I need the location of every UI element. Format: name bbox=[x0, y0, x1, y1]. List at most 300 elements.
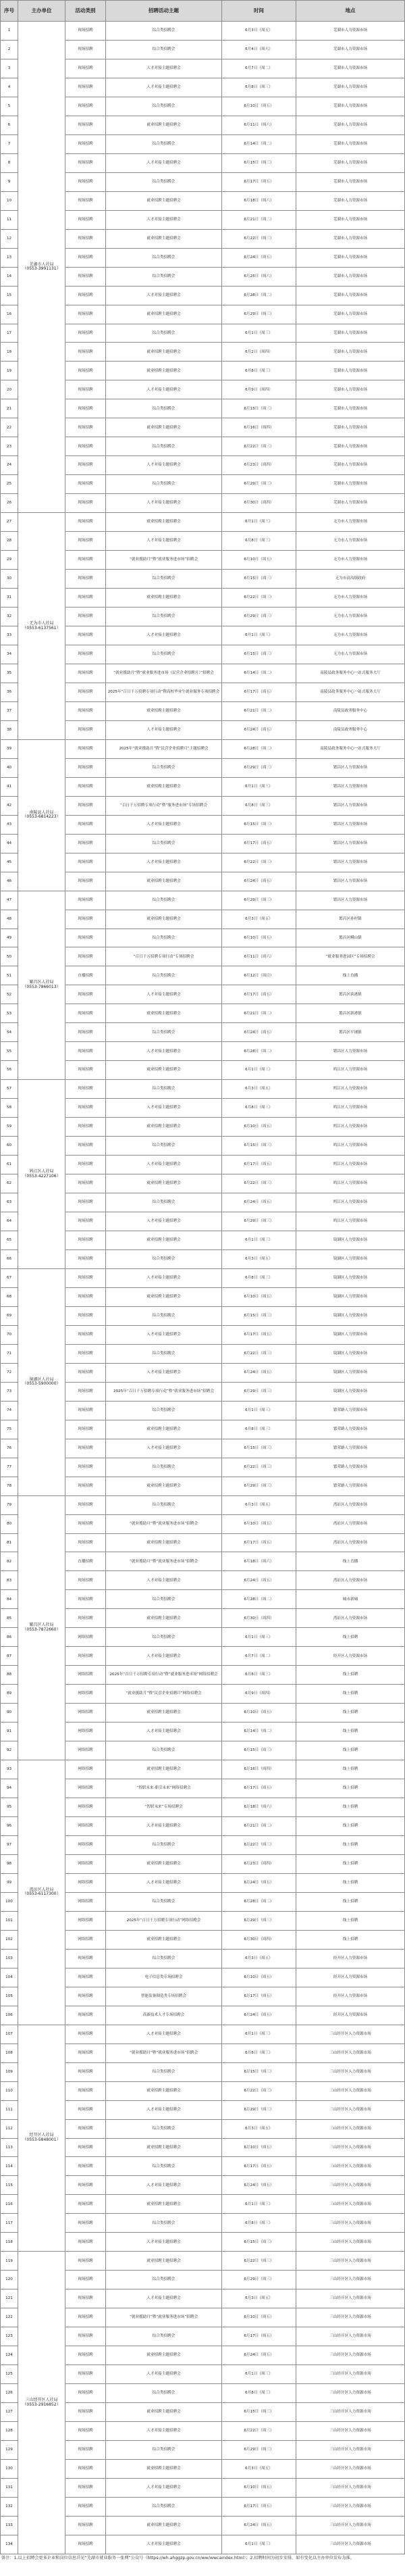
header-row bbox=[1, 1, 405, 22]
cell-category: 现场招聘 bbox=[65, 1533, 106, 1552]
cell-time: 6月29日（周三） bbox=[222, 608, 296, 626]
cell-theme: 高新技术人才专场招聘会 bbox=[106, 2006, 222, 2025]
cell-time: 6月15日（周三） bbox=[222, 570, 296, 589]
cell-location: 芜湖市人力资源市场 bbox=[296, 286, 405, 305]
organizer-phone: （0553-4227106） bbox=[22, 1173, 61, 1179]
cell-index: 68 bbox=[1, 1287, 18, 1306]
cell-location: 芜湖市人力资源市场 bbox=[296, 362, 405, 380]
cell-category: 现场招聘 bbox=[65, 362, 106, 380]
cell-location: 湾沚区人力资源市场 bbox=[296, 1609, 405, 1628]
cell-category: 现场招聘 bbox=[65, 1080, 106, 1099]
cell-theme: 电子信息类专场招聘会 bbox=[106, 1968, 222, 1987]
cell-index: 96 bbox=[1, 1817, 18, 1836]
cell-index: 61 bbox=[1, 1156, 18, 1174]
cell-index: 38 bbox=[1, 720, 18, 739]
cell-location: 南陵县政务服务中心一站式服务大厅 bbox=[296, 664, 405, 683]
cell-location: 线上招聘 bbox=[296, 1704, 405, 1723]
cell-index: 79 bbox=[1, 1495, 18, 1514]
cell-location: 三山经开区人力资源市场 bbox=[296, 2195, 405, 2214]
cell-theme: 综合类招聘会 bbox=[106, 2327, 222, 2346]
cell-location: 芜湖市人力资源市场 bbox=[296, 343, 405, 362]
cell-organizer bbox=[18, 1495, 65, 1760]
cell-time: 6月29日（周三） bbox=[222, 1382, 296, 1401]
cell-category: 现场招聘 bbox=[65, 1439, 106, 1458]
cell-time: 6月1日（周三） bbox=[222, 1401, 296, 1420]
cell-index: 77 bbox=[1, 1458, 18, 1477]
cell-time: 6月28日（周二） bbox=[222, 1042, 296, 1061]
cell-index: 126 bbox=[1, 2384, 18, 2403]
cell-theme: 综合类招聘会 bbox=[106, 645, 222, 664]
cell-time: 6月8日（周三） bbox=[222, 362, 296, 380]
cell-index: 47 bbox=[1, 891, 18, 910]
cell-category: 网络招聘 bbox=[65, 1911, 106, 1930]
cell-index: 92 bbox=[1, 1741, 18, 1760]
cell-category: 现场招聘 bbox=[65, 286, 106, 305]
cell-location: 无为市人力资源市场 bbox=[296, 608, 405, 626]
cell-time: 6月9日（周四） bbox=[222, 380, 296, 399]
cell-location: 三山经开区人力资源市场 bbox=[296, 2233, 405, 2252]
cell-location: 线上招聘 bbox=[296, 1723, 405, 1741]
cell-time: 6月3日（周五） bbox=[222, 1949, 296, 1968]
cell-time: 6月16日（周四） bbox=[222, 1760, 296, 1779]
cell-time: 6月21日（周二） bbox=[222, 701, 296, 720]
cell-location: 繁昌区人力资源市场 bbox=[296, 834, 405, 853]
cell-category: 现场招聘 bbox=[65, 1647, 106, 1666]
cell-time: 6月8日（周三） bbox=[222, 78, 296, 97]
cell-category: 现场招聘 bbox=[65, 589, 106, 608]
cell-location: “就业服务进园区”专场招聘会 bbox=[296, 947, 405, 966]
cell-location: 线上直播 bbox=[296, 1552, 405, 1571]
cell-category: 现场招聘 bbox=[65, 59, 106, 78]
table-row bbox=[1, 22, 405, 41]
cell-location: 三山经开区人力资源市场 bbox=[296, 2535, 405, 2554]
cell-time: 6月29日（周三） bbox=[222, 891, 296, 910]
cell-category: 网络招聘 bbox=[65, 1779, 106, 1798]
cell-theme: 综合类招聘会 bbox=[106, 267, 222, 286]
cell-theme: 人才对接主题招聘会 bbox=[106, 985, 222, 1004]
cell-location: 经开区人力资源市场 bbox=[296, 1968, 405, 1987]
cell-theme: 人才对接主题招聘会 bbox=[106, 815, 222, 834]
cell-theme: 2025年“百日千万招聘专项行动”暨“就业服务进市场”招聘会 bbox=[106, 1382, 222, 1401]
cell-time: 6月17日（周五） bbox=[222, 1325, 296, 1344]
cell-theme: 人才对接主题招聘会 bbox=[106, 720, 222, 739]
cell-index: 133 bbox=[1, 2516, 18, 2535]
cell-location: 线上招聘 bbox=[296, 1854, 405, 1873]
cell-index: 31 bbox=[1, 589, 18, 608]
cell-category: 网络招聘 bbox=[65, 1892, 106, 1911]
cell-category: 现场招聘 bbox=[65, 494, 106, 513]
cell-location: 芜湖市人力资源市场 bbox=[296, 229, 405, 248]
cell-category: 现场招聘 bbox=[65, 399, 106, 418]
cell-category: 现场招聘 bbox=[65, 1420, 106, 1439]
cell-category: 现场招聘 bbox=[65, 1004, 106, 1023]
cell-location: 线上招聘 bbox=[296, 1798, 405, 1817]
organizer-name: 湾沚区人社局 bbox=[29, 1887, 54, 1892]
cell-time: 6月1日（周三） bbox=[222, 626, 296, 645]
cell-theme: 人才对接主题招聘会 bbox=[106, 1817, 222, 1836]
cell-time: 6月23日（周四） bbox=[222, 1854, 296, 1873]
cell-theme: 人才对接主题招聘会 bbox=[106, 1363, 222, 1382]
cell-time: 6月10日（周五） bbox=[222, 1968, 296, 1987]
cell-category: 现场招聘 bbox=[65, 910, 106, 928]
cell-location: 三山经开区人力资源市场 bbox=[296, 2214, 405, 2233]
cell-theme: 就业招聘主题招聘会 bbox=[106, 777, 222, 796]
cell-location: 三山经开区人力资源市场 bbox=[296, 2252, 405, 2271]
cell-category: 现场招聘 bbox=[65, 872, 106, 891]
cell-index: 111 bbox=[1, 2100, 18, 2119]
cell-time: 6月14日（周二） bbox=[222, 134, 296, 153]
cell-time: 6月8日（周三） bbox=[222, 2214, 296, 2233]
cell-category: 现场招聘 bbox=[65, 796, 106, 815]
cell-location: 经开区人力资源市场 bbox=[296, 1987, 405, 2006]
cell-category: 现场招聘 bbox=[65, 928, 106, 947]
cell-location: 繁荣路人力资源市场 bbox=[296, 1477, 405, 1495]
cell-index: 20 bbox=[1, 380, 18, 399]
cell-time: 6月30日（周四） bbox=[222, 1930, 296, 1949]
cell-category: 现场招聘 bbox=[65, 834, 106, 853]
cell-category: 现场招聘 bbox=[65, 1023, 106, 1042]
cell-theme: 就业招聘主题招聘会 bbox=[106, 1004, 222, 1023]
cell-index: 64 bbox=[1, 1212, 18, 1231]
cell-theme: 人才对接主题招聘会 bbox=[106, 2535, 222, 2554]
cell-index: 74 bbox=[1, 1401, 18, 1420]
cell-theme: “智联未来·职引未来”网络招聘会 bbox=[106, 1779, 222, 1798]
cell-location: 繁昌区人力资源市场 bbox=[296, 815, 405, 834]
cell-category: 现场招聘 bbox=[65, 2176, 106, 2195]
cell-time: 6月17日（周五） bbox=[222, 1987, 296, 2006]
cell-location: 三山经开区人力资源市场 bbox=[296, 2327, 405, 2346]
cell-category: 现场招聘 bbox=[65, 2044, 106, 2062]
cell-organizer bbox=[18, 1268, 65, 1495]
cell-location: 三山经开区人力资源市场 bbox=[296, 2025, 405, 2044]
cell-theme: 就业招聘主题招聘会 bbox=[106, 1174, 222, 1193]
cell-time: 6月1日（周三） bbox=[222, 1628, 296, 1647]
table-row bbox=[1, 1760, 405, 1779]
cell-theme: 人才对接主题招聘会 bbox=[106, 1873, 222, 1892]
cell-time: 6月18日（周六） bbox=[222, 1552, 296, 1571]
cell-index: 81 bbox=[1, 1533, 18, 1552]
cell-index: 8 bbox=[1, 153, 18, 172]
cell-category: 网络招聘 bbox=[65, 1760, 106, 1779]
cell-location: 繁昌区人力资源市场 bbox=[296, 853, 405, 872]
cell-index: 75 bbox=[1, 1420, 18, 1439]
cell-time: 6月24日（周五） bbox=[222, 2176, 296, 2195]
cell-theme: 综合类招聘会 bbox=[106, 1401, 222, 1420]
cell-location: 三山经开区人力资源市场 bbox=[296, 2289, 405, 2308]
cell-index: 104 bbox=[1, 1968, 18, 1987]
cell-theme: 综合类招聘会 bbox=[106, 966, 222, 985]
cell-location: 线上招聘 bbox=[296, 1760, 405, 1779]
cell-time: 6月29日（周三） bbox=[222, 475, 296, 494]
cell-category: 现场招聘 bbox=[65, 513, 106, 532]
cell-location: 三山经开区人力资源市场 bbox=[296, 2497, 405, 2516]
cell-index: 76 bbox=[1, 1439, 18, 1458]
cell-location: 镜湖区人力资源市场 bbox=[296, 1344, 405, 1363]
cell-index: 117 bbox=[1, 2214, 18, 2233]
cell-index: 45 bbox=[1, 853, 18, 872]
cell-category: 现场招聘 bbox=[65, 551, 106, 570]
cell-time: 6月24日（周五） bbox=[222, 1571, 296, 1590]
cell-theme: 综合类招聘会 bbox=[106, 2062, 222, 2081]
cell-index: 50 bbox=[1, 947, 18, 966]
cell-time: 6月1日（周三） bbox=[222, 324, 296, 343]
cell-index: 130 bbox=[1, 2459, 18, 2478]
cell-category: 现场招聘 bbox=[65, 2459, 106, 2478]
organizer-phone: （0553-5848001） bbox=[22, 2137, 61, 2142]
cell-category: 现场招聘 bbox=[65, 2535, 106, 2554]
cell-time: 6月1日（周三） bbox=[222, 2535, 296, 2554]
cell-category: 网络招聘 bbox=[65, 1836, 106, 1855]
cell-index: 102 bbox=[1, 1930, 18, 1949]
cell-location: 湾沚区人力资源市场 bbox=[296, 1495, 405, 1514]
cell-theme: 就业招聘主题招聘会 bbox=[106, 1231, 222, 1250]
cell-location: 无为市高沟镇政府 bbox=[296, 570, 405, 589]
cell-location: 镜湖区人力资源市场 bbox=[296, 1382, 405, 1401]
cell-index: 34 bbox=[1, 645, 18, 664]
cell-category: 现场招聘 bbox=[65, 1571, 106, 1590]
cell-index: 30 bbox=[1, 570, 18, 589]
cell-time: 6月15日（周三） bbox=[222, 1741, 296, 1760]
cell-category: 现场招聘 bbox=[65, 645, 106, 664]
cell-time: 6月18日（周六） bbox=[222, 1798, 296, 1817]
cell-index: 120 bbox=[1, 2271, 18, 2289]
cell-category: 现场招聘 bbox=[65, 1061, 106, 1080]
organizer-name: 镜湖区人社局 bbox=[29, 1377, 54, 1382]
cell-category: 现场招聘 bbox=[65, 1590, 106, 1609]
cell-theme: 综合类招聘会 bbox=[106, 2157, 222, 2176]
cell-time: 6月29日（周三） bbox=[222, 2271, 296, 2289]
cell-time: 6月1日（周三） bbox=[222, 1061, 296, 1080]
cell-category: 现场招聘 bbox=[65, 191, 106, 210]
cell-index: 21 bbox=[1, 399, 18, 418]
cell-category: 现场招聘 bbox=[65, 739, 106, 758]
cell-location: 芜湖市人力资源市场 bbox=[296, 22, 405, 41]
cell-time: 6月29日（周三） bbox=[222, 2441, 296, 2460]
cell-organizer bbox=[18, 2025, 65, 2252]
cell-time: 6月15日（周三） bbox=[222, 399, 296, 418]
cell-time: 6月15日（周三） bbox=[222, 815, 296, 834]
header-cell-category: 活动类别 bbox=[65, 1, 106, 22]
cell-time: 6月29日（周三） bbox=[222, 1911, 296, 1930]
cell-category: 现场招聘 bbox=[65, 664, 106, 683]
cell-organizer bbox=[18, 1760, 65, 2025]
cell-index: 70 bbox=[1, 1325, 18, 1344]
cell-index: 83 bbox=[1, 1571, 18, 1590]
cell-location: 芜湖市人力资源市场 bbox=[296, 437, 405, 456]
cell-time: 6月10日（周五） bbox=[222, 551, 296, 570]
cell-location: 鸠江区人力资源市场 bbox=[296, 1080, 405, 1099]
cell-category: 现场招聘 bbox=[65, 777, 106, 796]
cell-index: 44 bbox=[1, 834, 18, 853]
cell-time: 6月8日（周三） bbox=[222, 2044, 296, 2062]
cell-category: 现场招聘 bbox=[65, 2365, 106, 2384]
cell-theme: 综合类招聘会 bbox=[106, 475, 222, 494]
cell-category: 现场招聘 bbox=[65, 116, 106, 134]
cell-theme: 综合类招聘会 bbox=[106, 608, 222, 626]
cell-theme: 综合类招聘会 bbox=[106, 1023, 222, 1042]
cell-theme: 综合类招聘会 bbox=[106, 172, 222, 191]
cell-time: 6月17日（周五） bbox=[222, 172, 296, 191]
cell-index: 100 bbox=[1, 1892, 18, 1911]
cell-location: 繁荣路人力资源市场 bbox=[296, 1401, 405, 1420]
cell-time: 6月28日（周二） bbox=[222, 739, 296, 758]
cell-index: 123 bbox=[1, 2327, 18, 2346]
cell-location: 繁荣路人力资源市场 bbox=[296, 1439, 405, 1458]
cell-location: 鸠江区人力资源市场 bbox=[296, 1061, 405, 1080]
cell-time: 6月22日（周三） bbox=[222, 1344, 296, 1363]
cell-theme: 综合类招聘会 bbox=[106, 1344, 222, 1363]
cell-location: 三山经开区人力资源市场 bbox=[296, 2422, 405, 2441]
cell-theme: 人才对接主题招聘会 bbox=[106, 1099, 222, 1118]
cell-time: 6月1日（周三） bbox=[222, 513, 296, 532]
cell-index: 132 bbox=[1, 2497, 18, 2516]
cell-category: 现场招聘 bbox=[65, 891, 106, 910]
cell-theme: “就业援助月”暨“就业服务进市场”招聘会 bbox=[106, 551, 222, 570]
cell-location: 芜湖市人力资源市场 bbox=[296, 248, 405, 267]
cell-location: 三山经开区人力资源市场 bbox=[296, 2176, 405, 2195]
cell-index: 10 bbox=[1, 191, 18, 210]
cell-time: 6月22日（周三） bbox=[222, 589, 296, 608]
cell-index: 22 bbox=[1, 418, 18, 437]
cell-location: 三山经开区人力资源市场 bbox=[296, 2044, 405, 2062]
cell-theme: 就业招聘主题招聘会 bbox=[106, 116, 222, 134]
cell-location: 芜湖市人力资源市场 bbox=[296, 494, 405, 513]
cell-category: 网络招聘 bbox=[65, 1723, 106, 1741]
cell-time: 6月24日（周五） bbox=[222, 2006, 296, 2025]
header-cell-theme: 招聘活动主题 bbox=[106, 1, 222, 22]
cell-location: 三山经开区人力资源市场 bbox=[296, 2100, 405, 2119]
cell-location: 芜湖市人力资源市场 bbox=[296, 78, 405, 97]
cell-theme: 综合类招聘会 bbox=[106, 437, 222, 456]
cell-location: 镜湖区人力资源市场 bbox=[296, 1287, 405, 1306]
organizer-phone: （0553-6137561） bbox=[22, 625, 61, 630]
cell-time: 6月22日（周三） bbox=[222, 229, 296, 248]
cell-index: 36 bbox=[1, 683, 18, 701]
cell-category: 现场招聘 bbox=[65, 570, 106, 589]
cell-time: 6月21日（周二） bbox=[222, 210, 296, 229]
cell-theme: 综合类招聘会 bbox=[106, 97, 222, 116]
cell-time: 6月15日（周三） bbox=[222, 1306, 296, 1325]
cell-category: 现场招聘 bbox=[65, 2441, 106, 2460]
table-row bbox=[1, 739, 405, 758]
cell-theme: 就业招聘主题招聘会 bbox=[106, 418, 222, 437]
cell-location: 鸠江区人力资源市场 bbox=[296, 1137, 405, 1156]
cell-time: 6月8日（周三） bbox=[222, 1268, 296, 1287]
cell-location: 三山经开区人力资源市场 bbox=[296, 2403, 405, 2422]
cell-time: 6月28日（周二） bbox=[222, 1892, 296, 1911]
cell-theme: 就业招聘主题招聘会 bbox=[106, 2195, 222, 2214]
cell-index: 48 bbox=[1, 910, 18, 928]
cell-location: 三山经开区人力资源市场 bbox=[296, 2157, 405, 2176]
header-cell-time: 时间 bbox=[222, 1, 296, 22]
cell-time: 6月1日（周三） bbox=[222, 1231, 296, 1250]
header-cell-organizer: 主办单位 bbox=[18, 1, 65, 22]
cell-time: 6月24日（周五） bbox=[222, 720, 296, 739]
cell-category: 现场招聘 bbox=[65, 1212, 106, 1231]
organizer-name: 鸠江区人社局 bbox=[29, 1169, 54, 1174]
cell-category: 现场招聘 bbox=[65, 343, 106, 362]
cell-index: 18 bbox=[1, 343, 18, 362]
cell-location: 线上招聘 bbox=[296, 1741, 405, 1760]
cell-category: 现场招聘 bbox=[65, 1042, 106, 1061]
cell-index: 53 bbox=[1, 1004, 18, 1023]
cell-theme: 综合类招聘会 bbox=[106, 2271, 222, 2289]
cell-category: 现场招聘 bbox=[65, 2478, 106, 2497]
cell-index: 71 bbox=[1, 1344, 18, 1363]
organizer-name: 繁昌区人社局 bbox=[29, 980, 54, 985]
cell-time: 6月15日（周三） bbox=[222, 1439, 296, 1458]
cell-category: 现场招聘 bbox=[65, 2233, 106, 2252]
cell-location: 芜湖市人力资源市场 bbox=[296, 305, 405, 324]
cell-location: 无为市人力资源市场 bbox=[296, 626, 405, 645]
cell-theme: 2025年“百日千万招聘专项行动”网络招聘会 bbox=[106, 1911, 222, 1930]
cell-time: 6月11日（周六） bbox=[222, 947, 296, 966]
cell-time: 6月14日（周二） bbox=[222, 664, 296, 683]
cell-theme: 就业招聘主题招聘会 bbox=[106, 1287, 222, 1306]
cell-index: 72 bbox=[1, 1363, 18, 1382]
cell-category: 现场招聘 bbox=[65, 2516, 106, 2535]
cell-category: 现场招聘 bbox=[65, 78, 106, 97]
cell-location: 繁昌区平铺镇 bbox=[296, 1023, 405, 1042]
cell-index: 62 bbox=[1, 1174, 18, 1193]
cell-time: 6月22日（周三） bbox=[222, 1174, 296, 1193]
cell-category: 现场招聘 bbox=[65, 2271, 106, 2289]
cell-location: 芜湖市人力资源市场 bbox=[296, 475, 405, 494]
organizer-phone: （0553-5900000） bbox=[22, 1381, 61, 1387]
cell-time: 6月29日（周三） bbox=[222, 1477, 296, 1495]
cell-location: 南陵县政务服务中心 bbox=[296, 720, 405, 739]
cell-index: 118 bbox=[1, 2233, 18, 2252]
cell-category: 现场招聘 bbox=[65, 1987, 106, 2006]
cell-location: 繁昌区人力资源市场 bbox=[296, 796, 405, 815]
cell-theme: 综合类招聘会 bbox=[106, 1495, 222, 1514]
organizer-phone: （0553-3991131） bbox=[22, 266, 61, 272]
cell-location: 线上招聘 bbox=[296, 1685, 405, 1704]
cell-theme: 综合类招聘会 bbox=[106, 1836, 222, 1855]
cell-theme: 就业招聘主题招聘会 bbox=[106, 513, 222, 532]
cell-location: 镜湖区人力资源市场 bbox=[296, 1249, 405, 1268]
cell-theme: 综合类招聘会 bbox=[106, 1306, 222, 1325]
cell-category: 现场招聘 bbox=[65, 2214, 106, 2233]
cell-index: 112 bbox=[1, 2119, 18, 2138]
cell-location: 经开区人力资源市场 bbox=[296, 1647, 405, 1666]
cell-location: 鸠江区人力资源市场 bbox=[296, 1174, 405, 1193]
cell-index: 97 bbox=[1, 1836, 18, 1855]
cell-theme: “百日千万招聘专项行动”专场招聘会 bbox=[106, 947, 222, 966]
cell-location: 芜湖市人力资源市场 bbox=[296, 153, 405, 172]
cell-time: 6月10日（周五） bbox=[222, 2308, 296, 2327]
cell-time: 6月8日（周三） bbox=[222, 1420, 296, 1439]
cell-category: 网络招聘 bbox=[65, 1666, 106, 1685]
cell-theme: 就业招聘主题招聘会 bbox=[106, 2346, 222, 2365]
cell-location: 芜湖市人力资源市场 bbox=[296, 40, 405, 59]
cell-time: 6月3日（周五） bbox=[222, 1495, 296, 1514]
cell-location: 线上招聘 bbox=[296, 1779, 405, 1798]
cell-location: 镜湖区人力资源市场 bbox=[296, 1325, 405, 1344]
cell-index: 41 bbox=[1, 777, 18, 796]
cell-time: 6月1日（周三） bbox=[222, 2365, 296, 2384]
cell-theme: 综合类招聘会 bbox=[106, 834, 222, 853]
cell-category: 网络招聘 bbox=[65, 1685, 106, 1704]
cell-time: 6月10日（周五） bbox=[222, 1514, 296, 1533]
cell-theme: 人才对接主题招聘会 bbox=[106, 2422, 222, 2441]
cell-category: 网络招聘 bbox=[65, 1798, 106, 1817]
cell-time: 6月28日（周二） bbox=[222, 1590, 296, 1609]
cell-location: 三山经开区人力资源市场 bbox=[296, 2081, 405, 2100]
cell-category: 现场招聘 bbox=[65, 626, 106, 645]
cell-index: 115 bbox=[1, 2176, 18, 2195]
cell-location: 芜湖市人力资源市场 bbox=[296, 172, 405, 191]
